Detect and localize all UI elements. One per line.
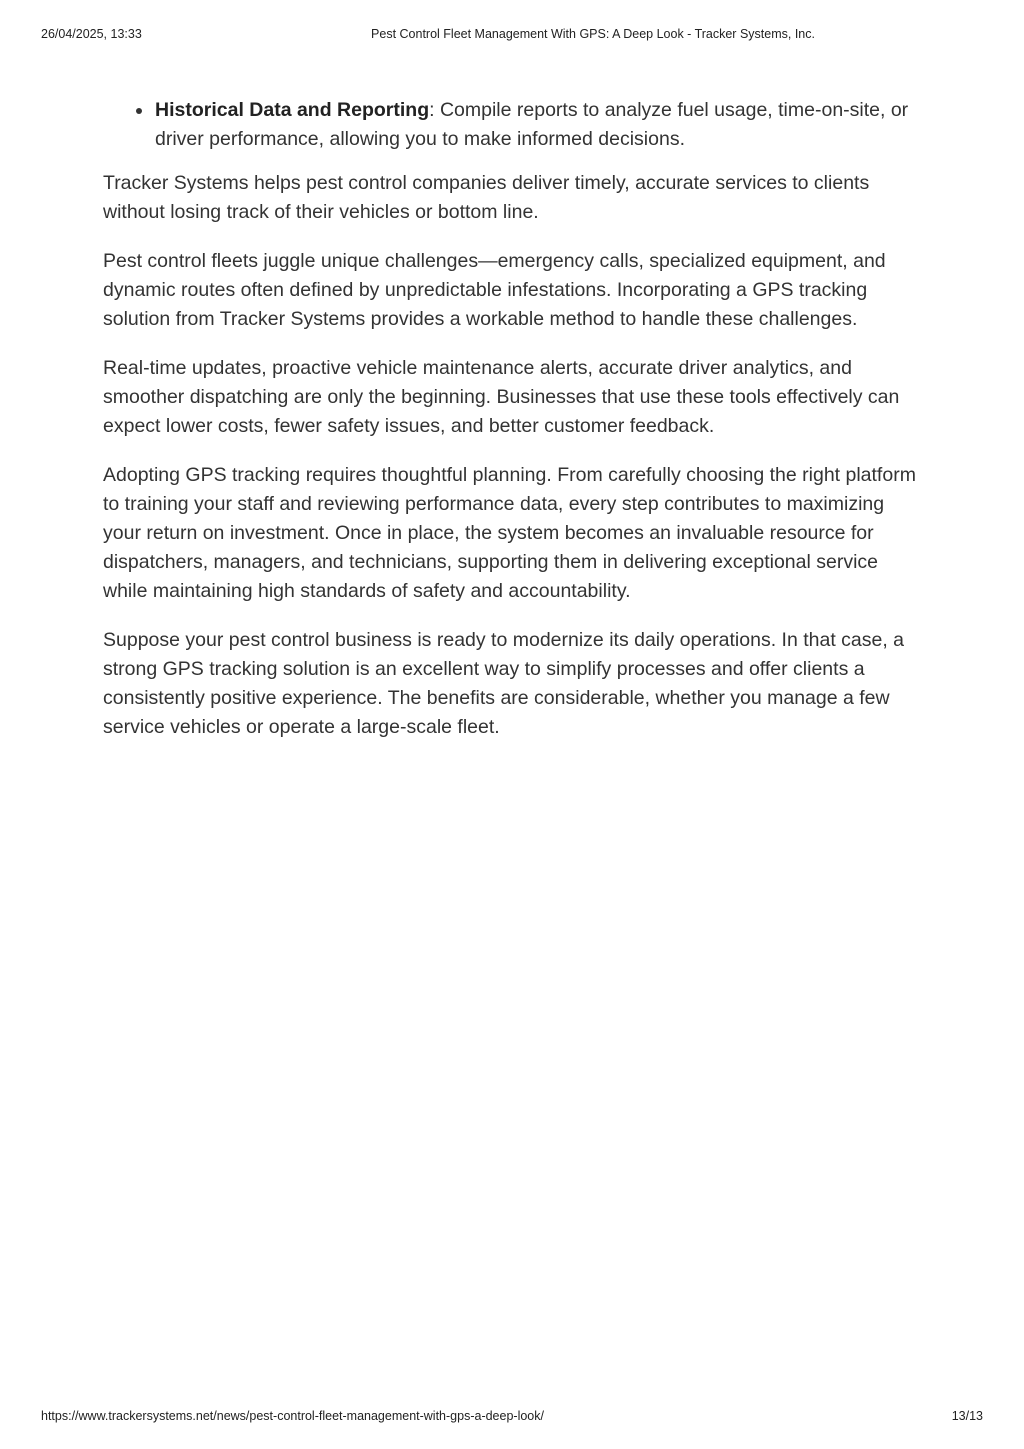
print-url: https://www.trackersystems.net/news/pest-control-fleet-management-with-gps-a-deep-look/ — [41, 1409, 544, 1423]
print-datetime: 26/04/2025, 13:33 — [41, 27, 142, 41]
paragraph: Suppose your pest control business is ready to modernize its daily operations. In that case, a strong GPS tracking solution is an excellent way to simplify processes and offer clients a consistently positive experience. The benefits are considerable, whether you manage a few service vehicles or operate a large-scale fleet. — [103, 629, 905, 738]
bullet-icon — [136, 108, 142, 114]
paragraph: Pest control fleets juggle unique challenges—emergency calls, specialized equipment, and dynamic routes often defined by unpredictable infestations. Incorporating a GPS tracking solution from Tracker Systems provides a workable method to handle these challenges. — [103, 250, 886, 330]
paragraph: Adopting GPS tracking requires thoughtful planning. From carefully choosing the right platform to training your staff and reviewing performance data, every step contributes to maximizing your return on investment. Once in place, the system becomes an invaluable resource for dispatchers, managers, and technicians, supporting them in delivering exceptional service while maintaining high standards of safety and accountability. — [103, 464, 916, 602]
list-item-text: : Compile reports to analyze fuel usage, time-on-site, or driver performance, allowing you to make informed decisions. — [155, 99, 909, 150]
paragraph: Tracker Systems helps pest control companies deliver timely, accurate services to clients without losing track of their vehicles or bottom line. — [103, 172, 870, 223]
print-page-title: Pest Control Fleet Management With GPS: A Deep Look - Tracker Systems, Inc. — [371, 27, 815, 41]
list-item — [155, 96, 923, 154]
list-item-term: Historical Data and Reporting — [155, 99, 430, 121]
article-body — [103, 96, 923, 762]
page-number: 13/13 — [951, 1409, 983, 1423]
feature-list — [103, 96, 923, 154]
paragraph: Real-time updates, proactive vehicle maintenance alerts, accurate driver analytics, and smoother dispatching are only the beginning. Businesses that use these tools effectively can expect lower costs, fewer safety issues, and better customer feedback. — [103, 357, 900, 437]
